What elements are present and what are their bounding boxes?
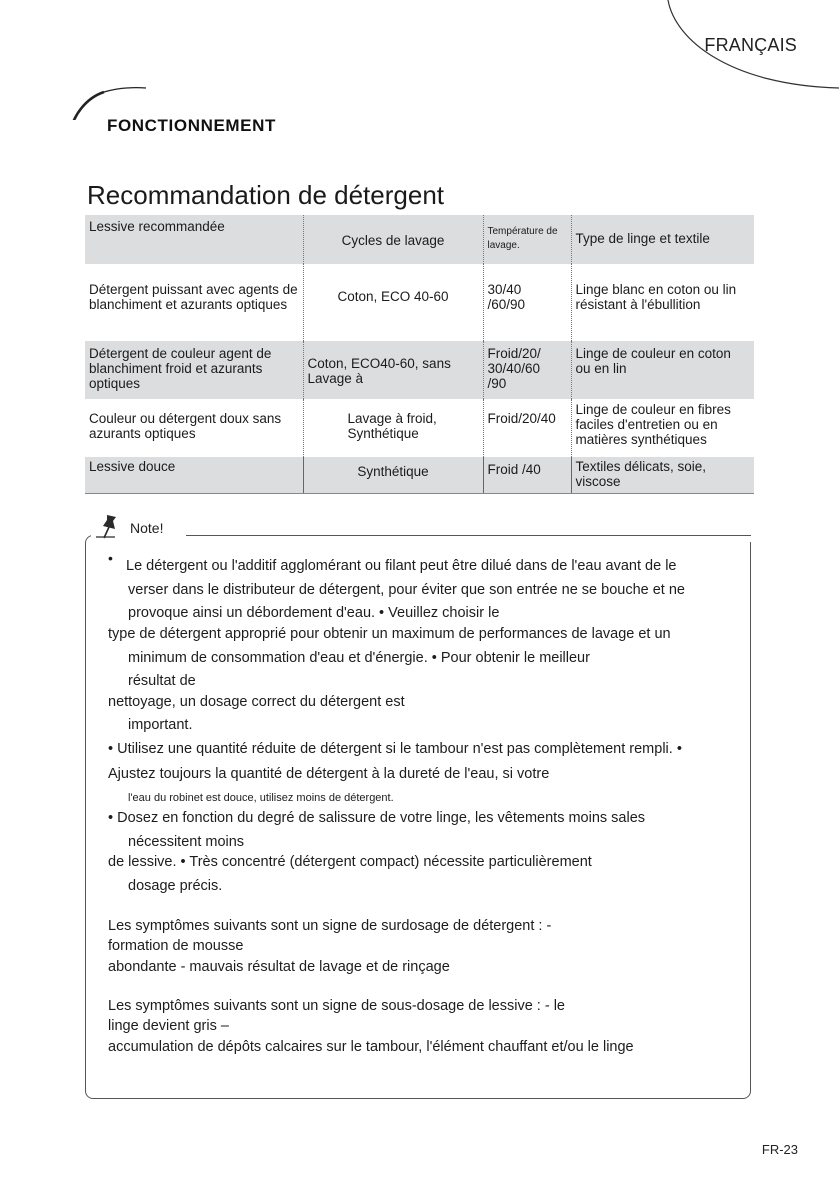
cell-temperature: Froid/20/40 [483,399,571,457]
page-number: FR-23 [761,1142,798,1157]
cell-linen-type: Textiles délicats, soie, viscose [571,457,754,494]
note-line: formation de mousse [108,938,244,954]
note-line: important. [128,717,193,733]
note-line: verser dans le distributeur de détergent, pour éviter que son entrée ne se bouche et ne [128,582,685,598]
note-line: Les symptômes suivants sont un signe de surdosage de détergent : - [108,918,552,934]
note-line: de lessive. • Très concentré (détergent compact) nécessite particulièrement [108,854,592,870]
cell-temperature: 30/40 /60/90 [483,264,571,341]
header-decoration [0,0,839,120]
table-row [85,457,754,494]
cell-temperature: Froid /40 [483,457,571,494]
table-row [85,264,754,341]
cell-detergent: Détergent puissant avec agents de blanchiment et azurants optiques [85,264,303,341]
note-line: dosage précis. [128,878,223,894]
cell-linen-type: Linge de couleur en coton ou en lin [571,341,754,399]
note-line: l'eau du robinet est douce, utilisez moins de détergent. [128,792,394,804]
cell-detergent: Couleur ou détergent doux sans azurants optiques [85,399,303,457]
header-detergent: Lessive recommandée [85,215,303,264]
note-bullet: • [108,550,113,566]
cell-cycles: Coton, ECO 40-60 [303,264,483,341]
cell-detergent: Lessive douce [85,457,303,494]
note-line: nettoyage, un dosage correct du détergent est [108,694,405,710]
note-header-mask [91,512,751,542]
table-row [85,399,754,457]
note-line: nécessitent moins [128,834,245,850]
header-linen-type: Type de linge et textile [571,215,754,264]
page-title: Recommandation de détergent [87,180,445,210]
note-line: Le détergent ou l'additif agglomérant ou filant peut être dilué dans de l'eau avant de le [126,558,677,574]
note-line: linge devient gris – [108,1018,229,1034]
cell-linen-type: Linge blanc en coton ou lin résistant à l'ébullition [575,282,737,312]
note-line: Les symptômes suivants sont un signe de sous-dosage de lessive : - le [108,998,565,1014]
cell-detergent: Détergent de couleur agent de blanchiment froid et azurants optiques [85,341,303,399]
note-divider [186,535,751,536]
note-line: provoque ainsi un débordement d'eau. • Veuillez choisir le [128,605,500,621]
cell-cycles: Synthétique [303,457,483,494]
cell-cycles: Coton, ECO40-60, sans Lavage à [303,341,483,399]
note-line: • Utilisez une quantité réduite de détergent si le tambour n'est pas complètement rempli. • [108,741,682,757]
cell-linen-type: Linge de couleur en fibres faciles d'entretien ou en matières synthétiques [575,402,731,447]
note-line: Ajustez toujours la quantité de détergent à la dureté de l'eau, si votre [108,766,550,782]
note-line: • Dosez en fonction du degré de salissure de votre linge, les vêtements moins sales [108,810,646,826]
note-line: abondante - mauvais résultat de lavage et de rinçage [108,959,450,975]
header-cycles: Cycles de lavage [303,215,483,264]
note-line: résultat de [128,673,196,689]
language-label: FRANÇAIS [704,35,797,55]
cell-cycles: Lavage à froid, Synthétique [303,399,483,457]
note-line: accumulation de dépôts calcaires sur le tambour, l'élément chauffant et/ou le linge [108,1039,634,1055]
note-title: Note! [130,520,164,536]
pushpin-icon [95,511,121,541]
table-row [85,341,754,399]
section-title: FONCTIONNEMENT [107,116,276,135]
detergent-table [85,215,754,494]
note-line: type de détergent approprié pour obtenir un maximum de performances de lavage et un [108,626,671,642]
note-line: minimum de consommation d'eau et d'énergie. • Pour obtenir le meilleur [128,650,590,666]
table-header-row [85,215,754,264]
header-temperature: Température de lavage. [483,215,571,264]
cell-temperature: Froid/20/ 30/40/60 /90 [483,341,571,399]
